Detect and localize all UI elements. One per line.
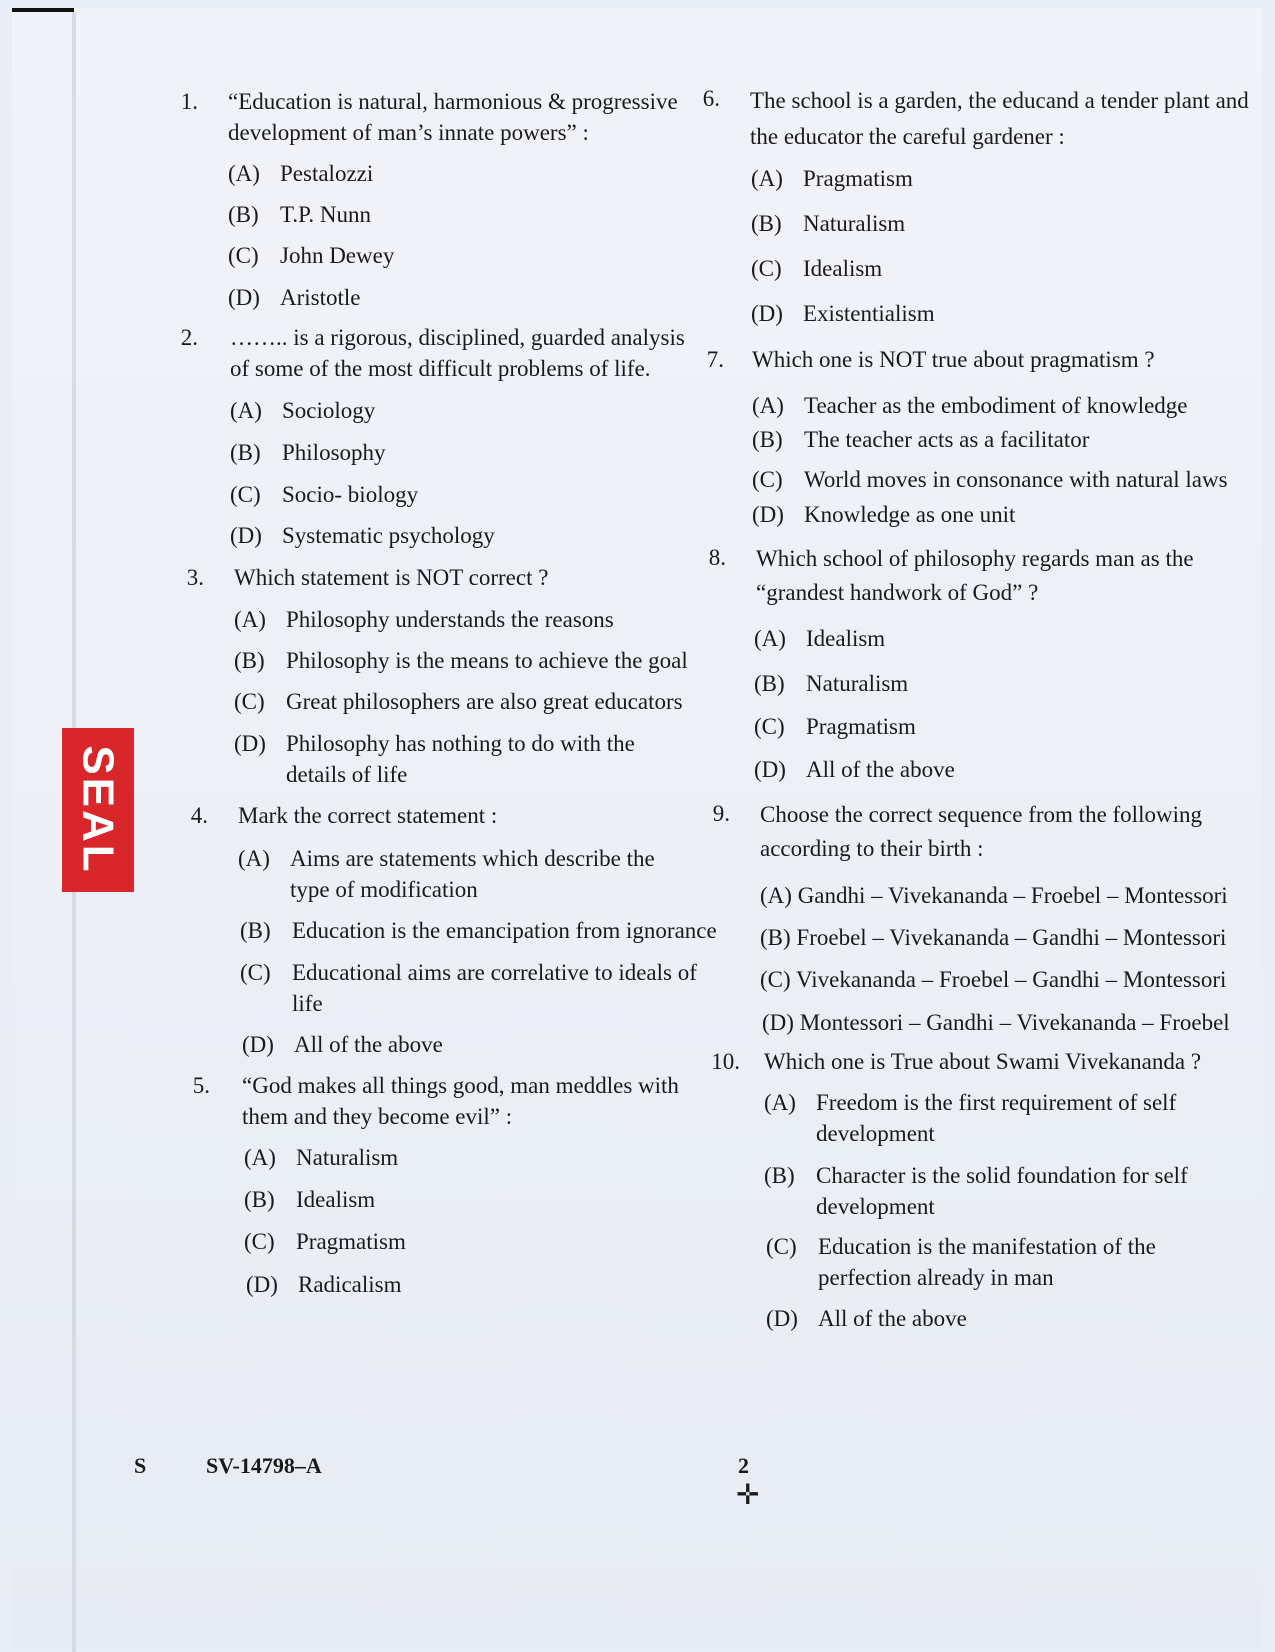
option-label: (D) xyxy=(228,285,260,310)
option-7a[interactable] xyxy=(752,390,1188,421)
option-label: (A) xyxy=(234,607,266,632)
option-text: Idealism xyxy=(806,626,886,651)
question-text: “God makes all things good, man meddles with them and they become evil” : xyxy=(242,1073,679,1129)
question-text: Which statement is NOT correct ? xyxy=(234,565,549,590)
crosshair-mark-icon: ✛ xyxy=(736,1478,760,1511)
question-number: 2. xyxy=(180,325,198,350)
option-text: Pragmatism xyxy=(296,1229,406,1254)
option-8b[interactable] xyxy=(754,668,908,699)
question-number: 7. xyxy=(706,347,724,372)
option-9d[interactable] xyxy=(762,1007,1230,1038)
option-text: Existentialism xyxy=(803,301,935,326)
option-7c[interactable] xyxy=(752,464,1228,495)
option-text: Montessori – Gandhi – Vivekananda – Froebel xyxy=(799,1010,1230,1035)
top-edge-bar xyxy=(12,8,74,12)
question-number: 1. xyxy=(180,89,198,114)
option-2a[interactable] xyxy=(230,395,375,426)
option-text: Philosophy understands the reasons xyxy=(286,607,614,632)
option-text: Idealism xyxy=(803,256,883,281)
option-label: (C) xyxy=(228,243,259,268)
option-text: Pestalozzi xyxy=(280,161,374,186)
option-label: (B) xyxy=(764,1163,795,1188)
question-text: Choose the correct sequence from the following according to their birth : xyxy=(760,802,1202,861)
option-label: (B) xyxy=(751,211,782,236)
question-number: 4. xyxy=(190,803,208,828)
option-label: (D) xyxy=(246,1272,278,1297)
option-text: Philosophy has nothing to do with the details of life xyxy=(286,731,635,787)
option-label: (A) xyxy=(760,883,792,908)
option-text: Philosophy xyxy=(282,440,386,465)
option-text: Idealism xyxy=(296,1187,376,1212)
option-6a[interactable] xyxy=(751,163,913,194)
option-4a[interactable] xyxy=(238,843,700,905)
option-text: All of the above xyxy=(294,1032,443,1057)
option-5c[interactable] xyxy=(244,1226,406,1257)
question-number: 9. xyxy=(712,801,730,826)
option-6b[interactable] xyxy=(751,208,905,239)
option-text: Radicalism xyxy=(298,1272,402,1297)
question-text: Mark the correct statement : xyxy=(238,803,498,828)
option-label: (A) xyxy=(244,1145,276,1170)
option-label: (A) xyxy=(751,166,783,191)
option-text: The teacher acts as a facilitator xyxy=(804,427,1090,452)
option-1d[interactable] xyxy=(228,282,361,313)
option-label: (C) xyxy=(234,689,265,714)
option-8c[interactable] xyxy=(754,711,916,742)
option-5d[interactable] xyxy=(246,1269,401,1300)
option-label: (B) xyxy=(752,427,783,452)
option-label: (D) xyxy=(752,502,784,527)
option-3b[interactable] xyxy=(234,645,688,676)
question-text: …….. is a rigorous, disciplined, guarded analysis of some of the most difficult problems of life. xyxy=(230,325,685,381)
option-text: Vivekananda – Froebel – Gandhi – Montessori xyxy=(796,967,1227,992)
question-number: 10. xyxy=(711,1049,740,1074)
option-3c[interactable] xyxy=(234,686,683,717)
option-4b[interactable] xyxy=(240,915,717,946)
option-label: (B) xyxy=(228,202,259,227)
option-label: (C) xyxy=(752,467,783,492)
question-text: Which school of philosophy regards man as the “grandest handwork of God” ? xyxy=(756,546,1194,605)
option-3a[interactable] xyxy=(234,604,614,635)
option-text: All of the above xyxy=(818,1306,967,1331)
option-text: John Dewey xyxy=(280,243,395,268)
option-text: Character is the solid foundation for self development xyxy=(816,1163,1188,1219)
option-1b[interactable] xyxy=(228,199,371,230)
question-number: 3. xyxy=(186,565,204,590)
option-4d[interactable] xyxy=(242,1029,443,1060)
option-7b[interactable] xyxy=(752,424,1089,455)
option-1a[interactable] xyxy=(228,158,373,189)
option-label: (D) xyxy=(230,523,262,548)
option-label: (C) xyxy=(766,1234,797,1259)
page-number: 2 xyxy=(738,1453,749,1478)
option-text: Aims are statements which describe the type of modification xyxy=(290,846,655,902)
option-7d[interactable] xyxy=(752,499,1015,530)
option-label: (C) xyxy=(244,1229,275,1254)
option-2c[interactable] xyxy=(230,479,418,510)
option-5a[interactable] xyxy=(244,1142,398,1173)
option-10c[interactable] xyxy=(766,1231,1218,1293)
option-text: World moves in consonance with natural laws xyxy=(804,467,1228,492)
option-label: (D) xyxy=(762,1010,794,1035)
option-label: (A) xyxy=(228,161,260,186)
option-label: (B) xyxy=(240,918,271,943)
option-label: (B) xyxy=(230,440,261,465)
option-2d[interactable] xyxy=(230,520,495,551)
option-text: Great philosophers are also great educators xyxy=(286,689,683,714)
option-label: (A) xyxy=(754,626,786,651)
question-number: 5. xyxy=(192,1073,210,1098)
option-4c[interactable] xyxy=(240,957,706,1019)
option-2b[interactable] xyxy=(230,437,386,468)
option-text: Socio- biology xyxy=(282,482,419,507)
option-3d[interactable] xyxy=(234,728,696,790)
option-text: Aristotle xyxy=(280,285,361,310)
option-label: (C) xyxy=(230,482,261,507)
option-10d[interactable] xyxy=(766,1303,967,1334)
option-6c[interactable] xyxy=(751,253,882,284)
question-text: Which one is True about Swami Vivekananda ? xyxy=(764,1049,1202,1074)
option-label: (D) xyxy=(242,1032,274,1057)
option-label: (D) xyxy=(751,301,783,326)
option-label: (A) xyxy=(752,393,784,418)
option-label: (B) xyxy=(234,648,265,673)
option-label: (B) xyxy=(244,1187,275,1212)
option-label: (C) xyxy=(754,714,785,739)
option-text: Pragmatism xyxy=(803,166,913,191)
option-label: (A) xyxy=(230,398,262,423)
option-text: Knowledge as one unit xyxy=(804,502,1016,527)
option-text: Naturalism xyxy=(803,211,906,236)
option-label: (C) xyxy=(760,967,791,992)
option-text: T.P. Nunn xyxy=(280,202,371,227)
option-text: Sociology xyxy=(282,398,376,423)
option-10a[interactable] xyxy=(764,1087,1216,1149)
seal-label: SEAL xyxy=(74,745,124,875)
option-text: All of the above xyxy=(806,757,955,782)
question-number: 8. xyxy=(708,545,726,570)
question-text: “Education is natural, harmonious & progressive development of man’s innate powers” : xyxy=(228,89,678,145)
question-number: 6. xyxy=(702,86,720,111)
option-label: (C) xyxy=(751,256,782,281)
option-text: Education is the emancipation from ignorance xyxy=(292,918,717,943)
option-1c[interactable] xyxy=(228,240,394,271)
option-5b[interactable] xyxy=(244,1184,375,1215)
option-text: Pragmatism xyxy=(806,714,916,739)
option-text: Naturalism xyxy=(296,1145,399,1170)
option-text: Philosophy is the means to achieve the goal xyxy=(286,648,688,673)
option-text: Education is the manifestation of the perfection already in man xyxy=(818,1234,1156,1290)
option-8d[interactable] xyxy=(754,754,955,785)
question-text: The school is a garden, the educand a tender plant and the educator the careful gardener : xyxy=(750,88,1249,149)
seal-sticker xyxy=(62,728,134,892)
option-label: (A) xyxy=(238,846,270,871)
option-text: Naturalism xyxy=(806,671,909,696)
booklet-code: SV-14798–A xyxy=(206,1453,322,1478)
option-9c[interactable] xyxy=(760,964,1226,995)
option-label: (D) xyxy=(766,1306,798,1331)
option-text: Froebel – Vivekananda – Gandhi – Montessori xyxy=(796,925,1227,950)
option-label: (D) xyxy=(234,731,266,756)
option-text: Systematic psychology xyxy=(282,523,495,548)
question-text: Which one is NOT true about pragmatism ? xyxy=(752,347,1155,372)
option-label: (B) xyxy=(760,925,791,950)
option-8a[interactable] xyxy=(754,623,885,654)
option-9a[interactable] xyxy=(760,880,1228,911)
option-text: Teacher as the embodiment of knowledge xyxy=(804,393,1188,418)
option-label: (D) xyxy=(754,757,786,782)
option-label: (A) xyxy=(764,1090,796,1115)
option-text: Gandhi – Vivekananda – Froebel – Montessori xyxy=(797,883,1228,908)
option-text: Freedom is the first requirement of self development xyxy=(816,1090,1177,1146)
option-text: Educational aims are correlative to ideals of life xyxy=(292,960,697,1016)
footer-s-letter: S xyxy=(134,1453,147,1478)
option-6d[interactable] xyxy=(751,298,935,329)
option-10b[interactable] xyxy=(764,1160,1216,1222)
option-9b[interactable] xyxy=(760,922,1226,953)
option-label: (C) xyxy=(240,960,271,985)
option-label: (B) xyxy=(754,671,785,696)
